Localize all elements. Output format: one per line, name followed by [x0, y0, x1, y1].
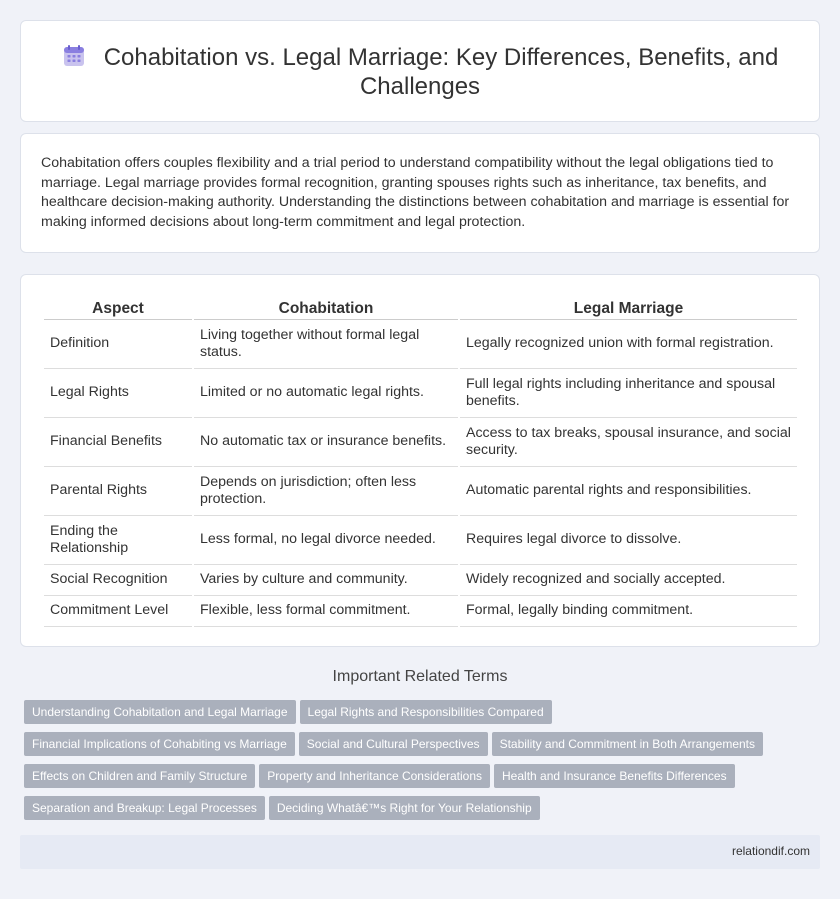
footer	[20, 835, 820, 869]
page-title: Cohabitation vs. Legal Marriage: Key Differences, Benefits, and Challenges	[103, 44, 779, 100]
table-cell: Automatic parental rights and responsibilities.	[460, 467, 797, 516]
table-row	[44, 516, 797, 565]
table-cell: Full legal rights including inheritance and spousal benefits.	[460, 369, 797, 418]
table-cell: Limited or no automatic legal rights.	[194, 369, 458, 418]
footer-site-link[interactable]: relationdif.com	[731, 844, 810, 858]
related-terms-heading: Important Related Terms	[332, 668, 508, 685]
table-row	[44, 467, 797, 516]
intro-card	[20, 133, 820, 253]
related-term-tag[interactable]: Social and Cultural Perspectives	[299, 732, 488, 756]
table-cell: Commitment Level	[44, 596, 192, 627]
related-term-tag[interactable]: Legal Rights and Responsibilities Compared	[300, 700, 552, 724]
table-cell: Access to tax breaks, spousal insurance, and social security.	[460, 418, 797, 467]
table-row	[44, 596, 797, 627]
column-header-legal-marriage: Legal Marriage	[460, 296, 797, 320]
table-cell: Legally recognized union with formal registration.	[460, 320, 797, 369]
table-cell: Living together without formal legal status.	[194, 320, 458, 369]
tag-row	[24, 732, 814, 764]
table-header-row	[44, 296, 797, 320]
related-term-tag[interactable]: Property and Inheritance Considerations	[259, 764, 490, 788]
related-term-tag[interactable]: Deciding Whatâ€™s Right for Your Relationship	[269, 796, 540, 820]
table-cell: Definition	[44, 320, 192, 369]
table-row	[44, 418, 797, 467]
comparison-table	[42, 296, 799, 627]
table-cell: Less formal, no legal divorce needed.	[194, 516, 458, 565]
related-term-tag[interactable]: Stability and Commitment in Both Arrangements	[492, 732, 763, 756]
title-card	[20, 20, 820, 122]
table-cell: Ending the Relationship	[44, 516, 192, 565]
column-header-aspect: Aspect	[44, 296, 192, 320]
table-cell: Widely recognized and socially accepted.	[460, 565, 797, 596]
table-cell: Depends on jurisdiction; often less protection.	[194, 467, 458, 516]
related-term-tag[interactable]: Understanding Cohabitation and Legal Marriage	[24, 700, 296, 724]
calendar-icon	[62, 44, 86, 68]
table-cell: Varies by culture and community.	[194, 565, 458, 596]
related-term-tag[interactable]: Effects on Children and Family Structure	[24, 764, 255, 788]
table-cell: Parental Rights	[44, 467, 192, 516]
table-cell: Legal Rights	[44, 369, 192, 418]
column-header-cohabitation: Cohabitation	[194, 296, 458, 320]
tag-row	[24, 700, 814, 732]
table-row	[44, 565, 797, 596]
related-terms-list	[24, 700, 814, 828]
title-wrap	[61, 43, 779, 101]
table-cell: Formal, legally binding commitment.	[460, 596, 797, 627]
table-row	[44, 320, 797, 369]
related-term-tag[interactable]: Health and Insurance Benefits Differences	[494, 764, 735, 788]
table-row	[44, 369, 797, 418]
intro-paragraph: Cohabitation offers couples flexibility and a trial period to understand compatibility without the legal obligations tied to marriage. Legal marriage provides formal recognition, granting spouses rights such as inheritance, tax benefits, and healthcare decision-making authority. Understanding the distinctions between cohabitation and marriage is essential for making informed decisions about long-term commitment and legal protection.	[41, 155, 790, 230]
tag-row	[24, 764, 814, 796]
table-cell: Requires legal divorce to dissolve.	[460, 516, 797, 565]
table-cell: Flexible, less formal commitment.	[194, 596, 458, 627]
comparison-card	[20, 274, 820, 647]
related-term-tag[interactable]: Separation and Breakup: Legal Processes	[24, 796, 265, 820]
related-term-tag[interactable]: Financial Implications of Cohabiting vs Marriage	[24, 732, 295, 756]
table-cell: Financial Benefits	[44, 418, 192, 467]
table-cell: No automatic tax or insurance benefits.	[194, 418, 458, 467]
table-cell: Social Recognition	[44, 565, 192, 596]
tag-row	[24, 796, 814, 828]
